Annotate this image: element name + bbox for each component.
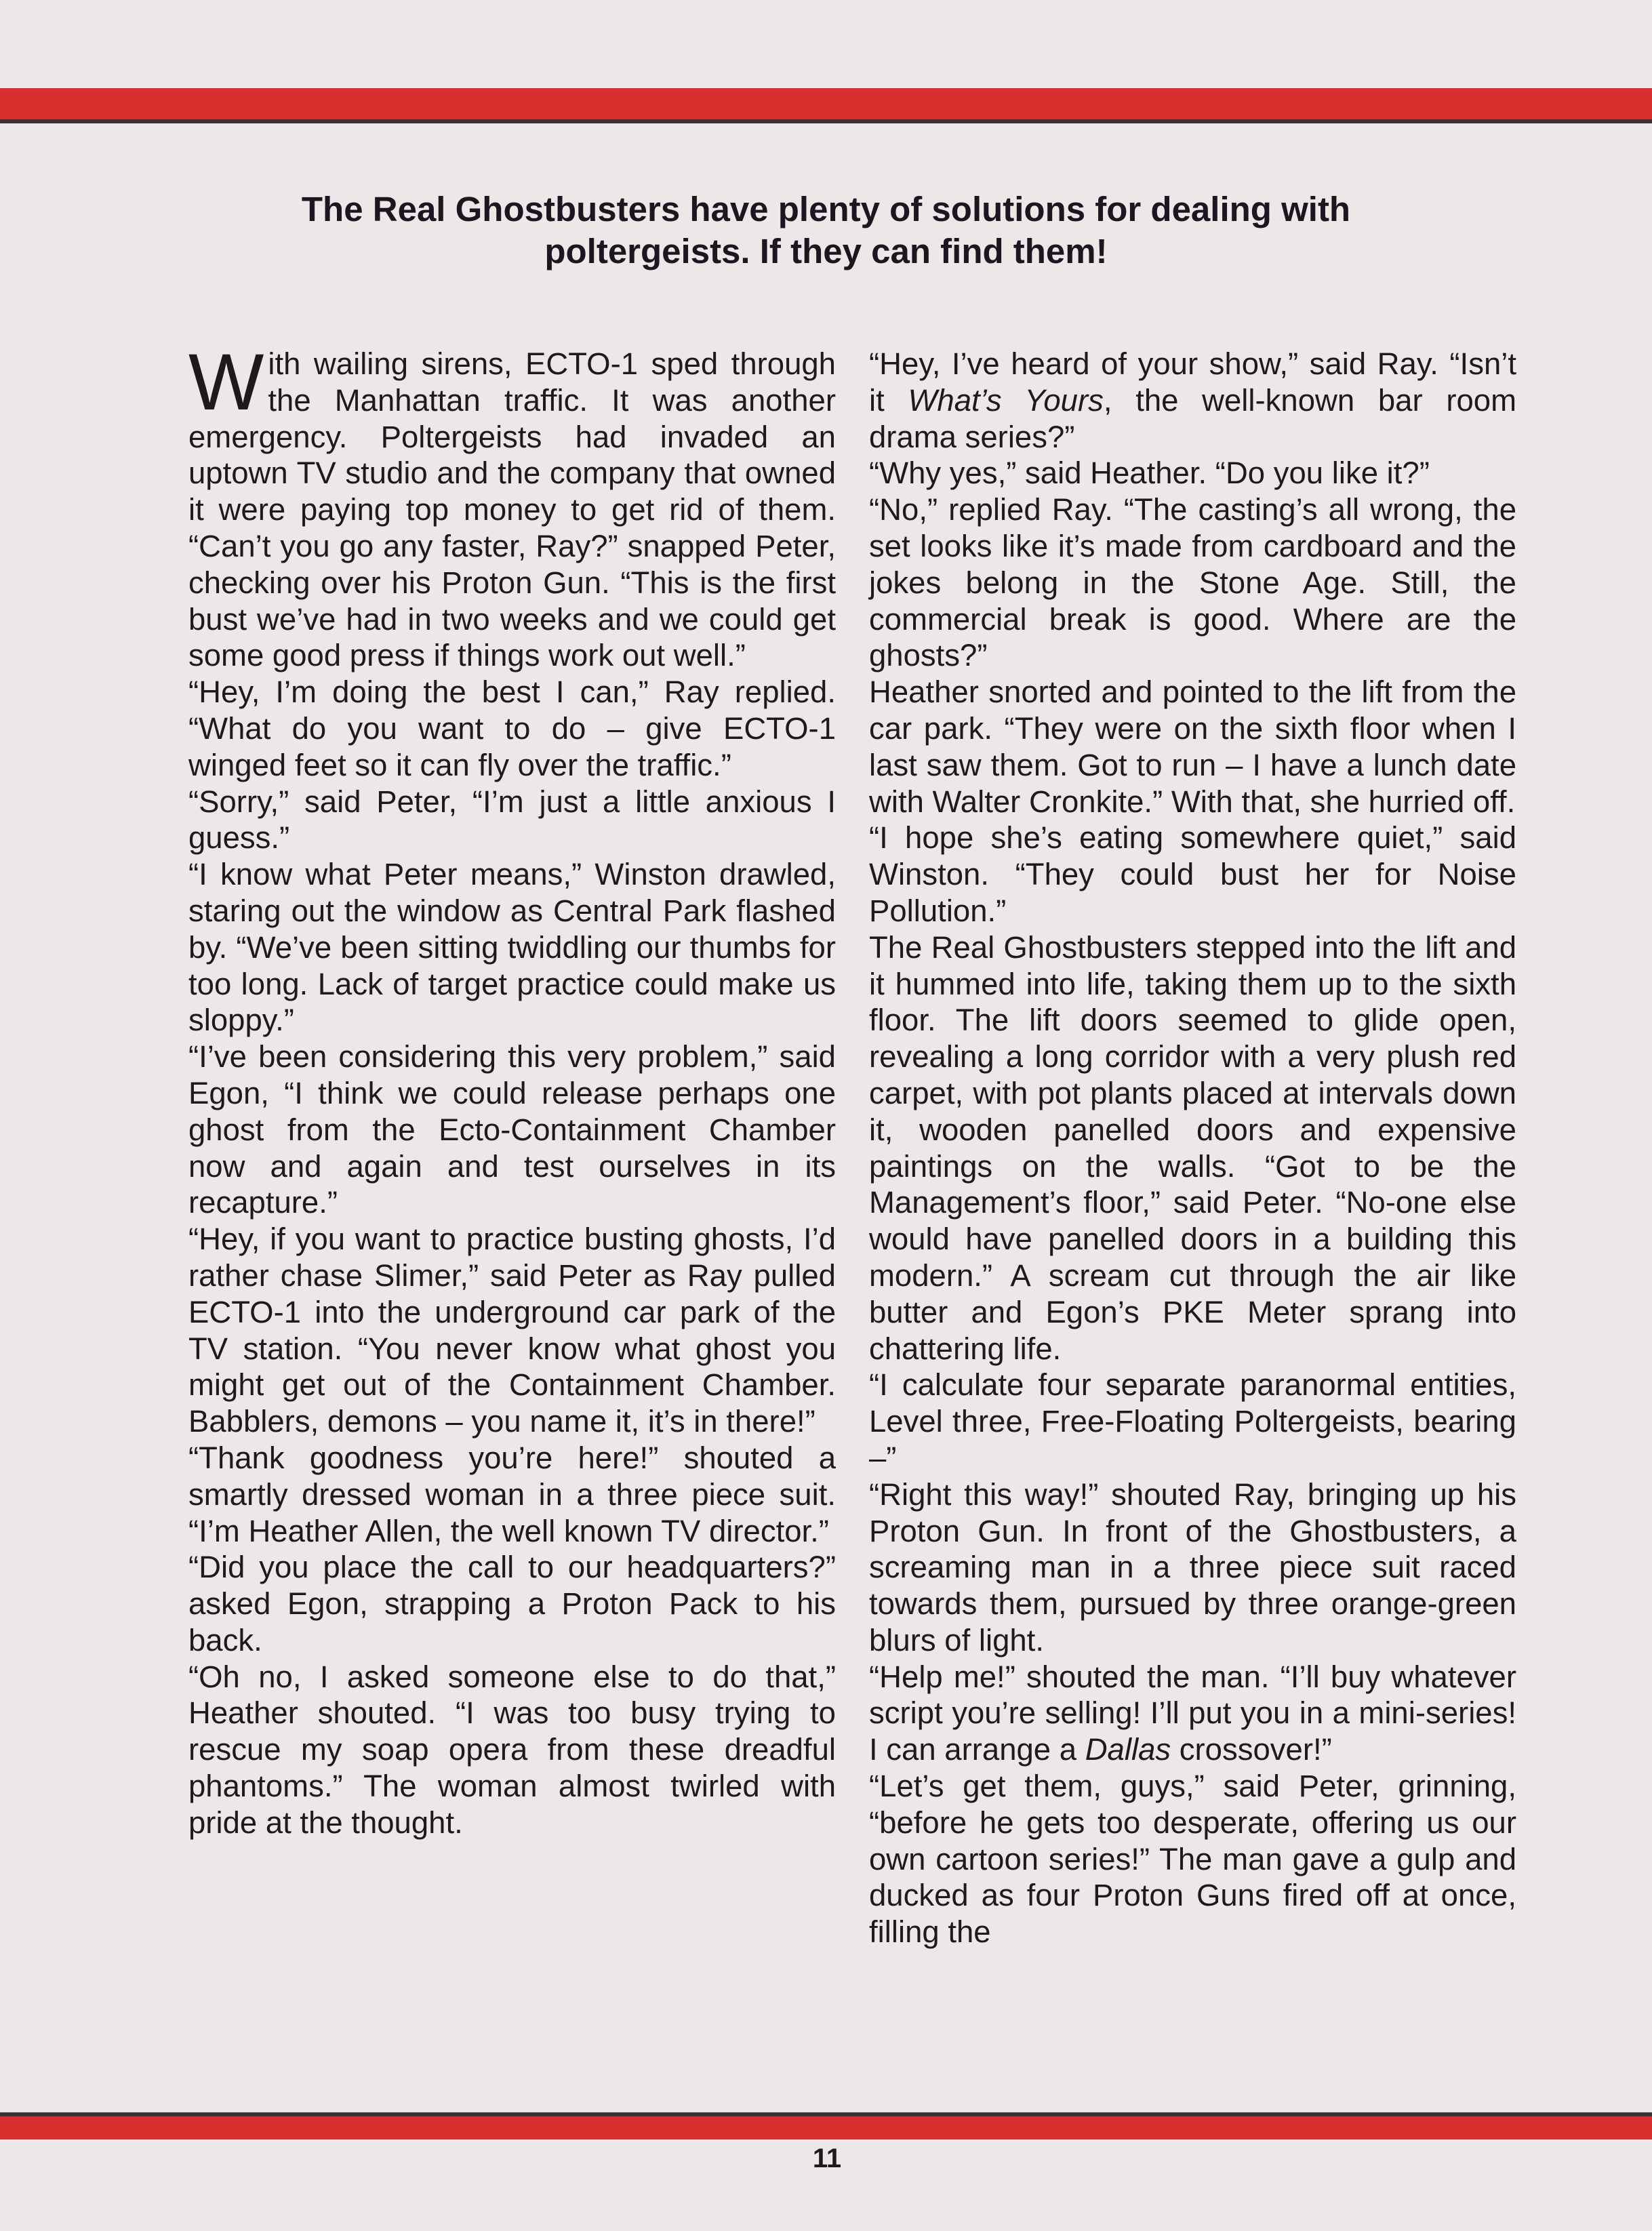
drop-cap: W: [188, 338, 264, 427]
right-text-column: [869, 346, 1516, 1950]
paragraph-help-me: “Help me!” shouted the man. “I’ll buy whatever script you’re selling! I’ll put you in a mini-series! I can arrange a Dallas crossover!”: [869, 1659, 1516, 1767]
paragraph-show-question: “Hey, I’ve heard of your show,” said Ray. “Isn’t it What’s Yours, the well-known bar room drama series?”: [869, 346, 1516, 454]
paragraph-opening: [188, 338, 836, 674]
paragraph: “Did you place the call to our headquarters?” asked Egon, strapping a Proton Pack to his back.: [188, 1550, 836, 1657]
headline-line-1: The Real Ghostbusters have plenty of solutions for dealing with: [301, 190, 1351, 228]
bottom-red-bar: [0, 2116, 1652, 2139]
paragraph: “I hope she’s eating somewhere quiet,” said Winston. “They could bust her for Noise Pollution.”: [869, 820, 1516, 928]
page-headline: [203, 188, 1449, 273]
page-number: 11: [812, 2144, 842, 2173]
paragraph: “I know what Peter means,” Winston drawled, staring out the window as Central Park flashed by. “We’ve been sitting twiddling our thumbs for too long. Lack of target practice could make us sloppy.”: [188, 857, 836, 1038]
paragraph-opening-text: ith wailing sirens, ECTO-1 sped through the Manhattan traffic. It was another emergency. Poltergeists had invaded an uptown TV studio and the company that owned it were paying top money to get rid of them. “Can’t you go any faster, Ray?” snapped Peter, checking over his Proton Gun. “This is the first bust we’ve had in two weeks and we could get some good press if things work out well.”: [188, 346, 836, 673]
paragraph: “Oh no, I asked someone else to do that,” Heather shouted. “I was too busy trying to rescue my soap opera from these dreadful phantoms.” The woman almost twirled with pride at the thought.: [188, 1659, 836, 1840]
left-text-column: [188, 338, 836, 1841]
show-title: What’s Yours: [908, 382, 1104, 418]
paragraph: “Hey, I’m doing the best I can,” Ray replied. “What do you want to do – give ECTO-1 winged feet so it can fly over the traffic.”: [188, 675, 836, 782]
paragraph: “Thank goodness you’re here!” shouted a smartly dressed woman in a three piece suit. “I’m Heather Allen, the well known TV director.”: [188, 1440, 836, 1548]
paragraph: “No,” replied Ray. “The casting’s all wrong, the set looks like it’s made from cardboard and the jokes belong in the Stone Age. Still, the commercial break is good. Where are the ghosts?”: [869, 492, 1516, 673]
paragraph: The Real Ghostbusters stepped into the lift and it hummed into life, taking them up to the sixth floor. The lift doors seemed to glide open, revealing a long corridor with a very plush red carpet, with pot plants placed at intervals down it, wooden panelled doors and expensive paintings on the walls. “Got to be the Management’s floor,” said Peter. “No-one else would have panelled doors in a building this modern.” A scream cut through the air like butter and Egon’s PKE Meter sprang into chattering life.: [869, 929, 1516, 1366]
headline-line-2: poltergeists. If they can find them!: [544, 232, 1108, 270]
top-red-bar: [0, 88, 1652, 119]
paragraph: “I calculate four separate paranormal entities, Level three, Free-Floating Poltergeists, bearing –”: [869, 1367, 1516, 1475]
paragraph: “I’ve been considering this very problem,” said Egon, “I think we could release perhaps one ghost from the Ecto-Containment Chamber now and again and test ourselves in its recapture.”: [188, 1039, 836, 1220]
paragraph: “Let’s get them, guys,” said Peter, grinning, “before he gets too desperate, offering us our own cartoon series!” The man gave a gulp and ducked as four Proton Guns fired off at once, filling the: [869, 1769, 1516, 1950]
paragraph: Heather snorted and pointed to the lift from the car park. “They were on the sixth floor when I last saw them. Got to run – I have a lunch date with Walter Cronkite.” With that, she hurried off.: [869, 675, 1516, 819]
paragraph: “Why yes,” said Heather. “Do you like it?”: [869, 456, 1430, 491]
show-title-dallas: Dallas: [1085, 1732, 1171, 1767]
paragraph: “Right this way!” shouted Ray, bringing up his Proton Gun. In front of the Ghostbusters, a screaming man in a three piece suit raced towards them, pursued by three orange-green blurs of light.: [869, 1476, 1516, 1657]
paragraph: “Sorry,” said Peter, “I’m just a little anxious I guess.”: [188, 784, 836, 856]
paragraph: “Hey, if you want to practice busting ghosts, I’d rather chase Slimer,” said Peter as Ray pulled ECTO-1 into the underground car park of the TV station. “You never know what ghost you might get out of the Containment Chamber. Babblers, demons – you name it, it’s in there!”: [188, 1222, 836, 1439]
top-dark-rule: [0, 119, 1652, 123]
